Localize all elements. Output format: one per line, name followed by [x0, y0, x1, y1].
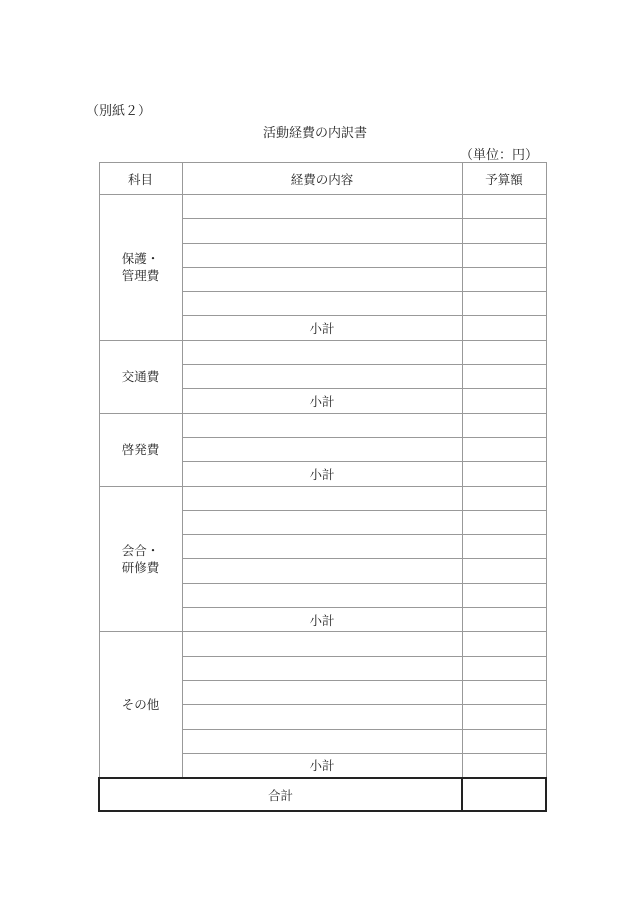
category-cell: 交通費: [99, 340, 182, 413]
amount-cell: [462, 510, 546, 534]
subtotal-label: 小計: [182, 316, 462, 340]
content-cell: [182, 292, 462, 316]
content-cell: [182, 729, 462, 753]
expense-breakdown-table: [98, 162, 547, 812]
content-cell: [182, 219, 462, 243]
amount-cell: [462, 583, 546, 607]
header-amount: 予算額: [462, 163, 546, 195]
annex-label: （別紙２）: [86, 104, 152, 119]
subtotal-label: 小計: [182, 389, 462, 413]
amount-cell: [462, 437, 546, 461]
category-cell: 会合・ 研修費: [99, 486, 182, 632]
expense-row: [99, 195, 546, 219]
header-row: [99, 163, 546, 195]
amount-cell: [462, 632, 546, 656]
header-category: 科目: [99, 163, 182, 195]
unit-label: （単位：円）: [459, 148, 538, 163]
header-content: 経費の内容: [182, 163, 462, 195]
amount-cell: [462, 656, 546, 680]
category-cell: 啓発費: [99, 413, 182, 486]
subtotal-label: 小計: [182, 753, 462, 778]
content-cell: [182, 632, 462, 656]
amount-cell: [462, 365, 546, 389]
amount-cell: [462, 267, 546, 291]
expense-row: [99, 340, 546, 364]
category-cell: その他: [99, 632, 182, 778]
amount-cell: [462, 559, 546, 583]
total-amount-cell: [462, 778, 546, 811]
content-cell: [182, 365, 462, 389]
amount-cell: [462, 753, 546, 778]
amount-cell: [462, 680, 546, 704]
document-title: 活動経費の内訳書: [262, 126, 367, 141]
amount-cell: [462, 608, 546, 632]
amount-cell: [462, 462, 546, 486]
amount-cell: [462, 316, 546, 340]
amount-cell: [462, 219, 546, 243]
content-cell: [182, 583, 462, 607]
expense-row: [99, 413, 546, 437]
amount-cell: [462, 292, 546, 316]
content-cell: [182, 267, 462, 291]
amount-cell: [462, 195, 546, 219]
content-cell: [182, 510, 462, 534]
subtotal-label: 小計: [182, 462, 462, 486]
amount-cell: [462, 243, 546, 267]
content-cell: [182, 413, 462, 437]
content-cell: [182, 486, 462, 510]
content-cell: [182, 680, 462, 704]
content-cell: [182, 656, 462, 680]
category-cell: 保護・ 管理費: [99, 195, 182, 341]
content-cell: [182, 195, 462, 219]
amount-cell: [462, 340, 546, 364]
amount-cell: [462, 389, 546, 413]
total-label: 合計: [99, 778, 462, 811]
amount-cell: [462, 535, 546, 559]
expense-row: [99, 632, 546, 656]
content-cell: [182, 705, 462, 729]
content-cell: [182, 243, 462, 267]
content-cell: [182, 437, 462, 461]
amount-cell: [462, 705, 546, 729]
expense-row: [99, 486, 546, 510]
content-cell: [182, 340, 462, 364]
subtotal-label: 小計: [182, 608, 462, 632]
content-cell: [182, 559, 462, 583]
amount-cell: [462, 413, 546, 437]
amount-cell: [462, 729, 546, 753]
content-cell: [182, 535, 462, 559]
total-row: [99, 778, 546, 811]
amount-cell: [462, 486, 546, 510]
